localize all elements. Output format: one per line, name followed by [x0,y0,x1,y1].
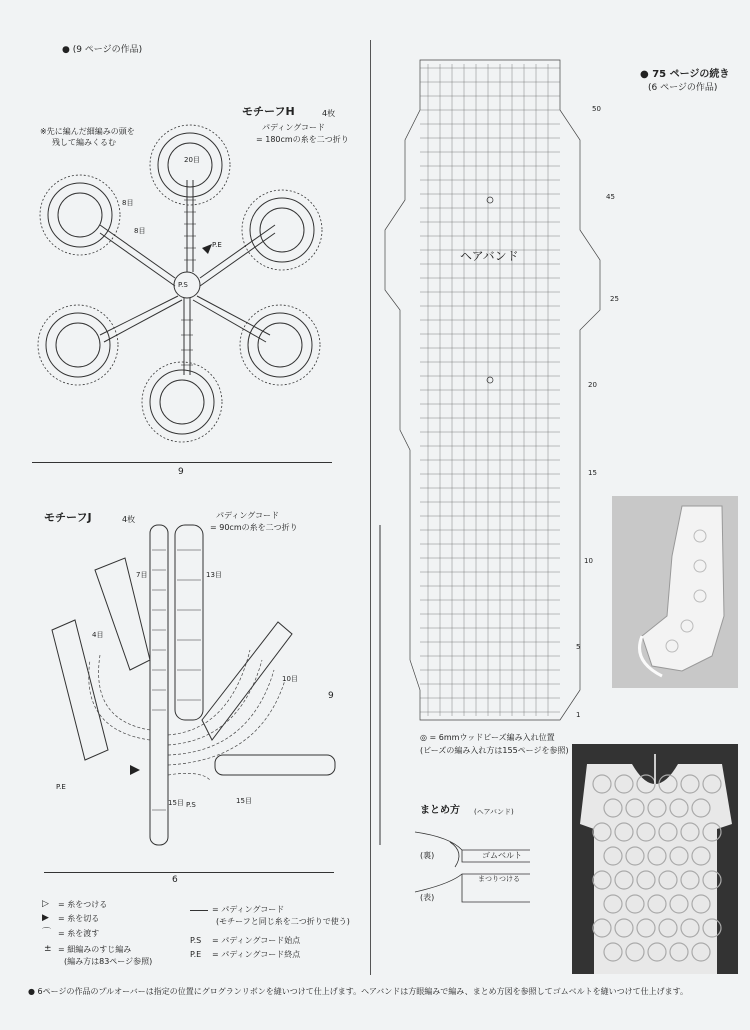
motif-j-pe: P.E [56,783,66,791]
legend-pe-key: P.E [190,950,202,959]
motif-j-row-13: 13目 [206,571,222,579]
legend-stitch-icon: ± [44,944,52,954]
headband-row-10: 10 [584,557,593,565]
motif-j-width: 6 [172,875,178,885]
finishing-subtitle: (ヘアバンド) [474,808,514,816]
column-divider [370,40,371,975]
legend-pass-icon: ⌒ [42,928,52,938]
headband-row-5: 5 [576,643,581,651]
motif-h-count: 4枚 [322,109,336,118]
footer-note: ● 6ページの作品のプルオーバーは指定の位置にグログランリボンを縫いつけて仕上げます。ヘアバンドは方眼編みで編み、まとめ方図を参照してゴムベルトを縫いつけて仕上げます。 [28,987,689,996]
motif-j-height: 9 [328,691,334,701]
motif-j-count: 4枚 [122,515,136,524]
motif-j-row-15b: 15目 [236,797,252,805]
legend-ps-value: = パディングコード始点 [212,936,301,945]
headband-bead-note: ◎ = 6mmウッドビーズ編み入れ位置 [420,733,555,742]
motif-h-row-20: 20目 [184,156,200,164]
legend-attach: = 糸をつける [58,900,108,909]
legend-cut: = 糸を切る [58,914,100,923]
finishing-back: (裏) [420,851,435,860]
headband-title: ヘアバンド [460,249,519,263]
motif-j-ps: P.S [186,801,196,809]
page-reference: ● (9 ページの作品) [62,45,143,55]
headband-row-45: 45 [606,193,615,201]
motif-h-title: モチーフH [242,105,295,118]
legend-stitch-ref: (編み方は83ページ参照) [64,957,153,966]
headband-row-50: 50 [592,105,601,113]
continued-title: ● 75 ページの続き [640,69,730,80]
motif-j-diagram [30,520,330,860]
motif-j-row-10: 10目 [282,675,298,683]
motif-h-width: 9 [178,467,184,477]
motif-h-note-2: 残して編みくるむ [52,138,116,147]
pullover-photo [572,744,738,974]
legend-padding-line [190,910,208,911]
motif-h-padding-detail: = 180cmの糸を二つ折り [256,135,349,144]
motif-j-row-4: 4目 [92,631,104,639]
headband-row-1: 1 [576,711,581,719]
motif-h-padding-label: パディングコード [262,123,326,132]
motif-j-padding-detail: = 90cmの糸を二つ折り [210,523,298,532]
legend-ps-key: P.S [190,936,202,945]
headband-row-20: 20 [588,381,597,389]
headband-bead-ref: (ビーズの編み入れ方は155ページを参照) [420,746,569,755]
motif-j-title: モチーフJ [44,511,92,524]
continued-subtitle: (6 ページの作品) [648,83,718,93]
motif-h-ps: P.S [178,281,188,289]
finishing-rubber-belt: ゴムベルト [482,851,522,860]
motif-h-note-1: ※先に編んだ細編みの頭を [40,127,135,136]
legend-stitch: = 細編みのすじ編み [58,945,132,954]
motif-h-row-8a: 8目 [134,227,146,235]
headband-row-15: 15 [588,469,597,477]
legend-padding: = パディングコード [212,905,285,914]
finishing-sew-label: まつりつける [478,875,520,883]
legend-pass: = 糸を渡す [58,929,100,938]
motif-j-padding-label: パディングコード [216,511,280,520]
motif-j-row-7: 7目 [136,571,148,579]
finishing-front: (表) [420,893,435,902]
headband-row-25: 25 [610,295,619,303]
motif-j-row-15a: 15目 [168,799,184,807]
legend-cut-icon: ▶ [42,913,49,923]
headband-photo [612,496,738,688]
finishing-title: まとめ方 [420,805,460,816]
motif-h-width-line [32,462,332,463]
legend-pe-value: = パディングコード終点 [212,950,301,959]
legend-attach-icon: ▷ [42,899,49,909]
motif-j-width-line [44,872,334,873]
motif-h-pe: P.E [212,241,222,249]
motif-h-row-8b: 8目 [122,199,134,207]
legend-padding-note: (モチーフと同じ糸を二つ折りで使う) [216,917,350,926]
finishing-diagram [410,822,550,922]
headband-chart [380,50,600,730]
